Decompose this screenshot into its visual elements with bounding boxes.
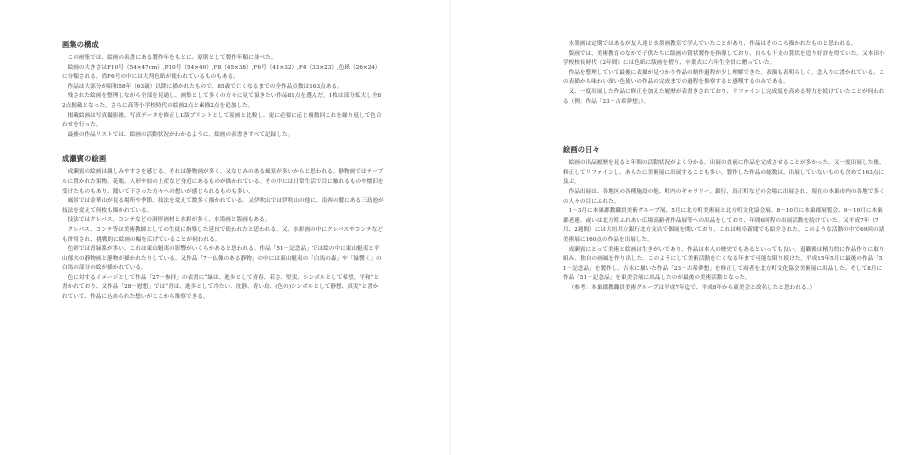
paragraph: 残された絵画を整理しながら全部を見通し、画集として多くの方々に見て頂きたい作品81点を選んだ。1枚は部分拡大し全82点掲載となった。さらに高等小学校時代の絵画2点と素描2点を追加した。 [62,93,382,109]
paragraph: 色に対するイメージとして作品「27－参拝」の表書に“緑は、進歩として青春、若さ、堅実、シンボルとして希望、平和”と書かれており、又作品「28－慰想」では“青は、進歩として冷たい、沈静、青い鳥、(色の)シンボルとして静想、真実”と書かれていて、作品に込められた想いがここから推察できる。 [62,274,380,301]
paragraph: 成瀬賓にとって美術と絵画は生きがいであり、作品は本人の歴史でもあるといっても良い。退職後は精力的に作品作りに取り組み、独自の画風を作り出した。このようにして美術活動を亡くなる年まで可能な限り続けた。平成15年5月に最後の作品「51－記念品」を製作し、吉永に描いた作品「23－古希夢想」を修正して両者を北方町文化協会美術展に出品した。そして8月に作品「51－記念品」を東美会展に出品したのが最後の美術活動となった。 [563,246,885,282]
paragraph: 作品は大部分が昭和58年（63歳）以降に描かれたもので、85歳で亡くなるまでの全作品点数は163点ある。 [67,83,343,90]
paragraph: 風景では金華山が見る場所や季節、技法を変えて数多く描かれている。又伊吹山では伊吹山の他に、南西の麓にある三島池が技法を変えて何枚も描かれている。 [62,198,384,214]
paragraph: 又、一度出展した作品に修正を加えた履歴が表書きされており、リファインし完成度を高める努力を続けていたことが伺われる（例：作品「23－古希夢想」）。 [563,88,885,105]
paragraph: 成瀬賓の絵画は親しみやすさを感じる。それは静物画が多く、又なじみのある風景が多いからと思われる。静物画ではテーブルに置かれた果物、花瓶、人形や皿の上産など身近にあるものが描かれている。その中には日常生活で目に触れるものや懐旧を受けたものもあり、聞いて下さった方々への想いが感じられるものも多い。 [62,169,384,195]
paragraph: 色彩では青緑系が多い。これは東山魁夷の影響がいくらかあると思われる。作品「51－記念品」では絵の中に東山魁夷と平山郁夫の静物画と静物が描かれたりしている。又作品「7－仏像のある静物」の中には東山魁夷の「白馬の森」や「緑響く」の白馬の部分の絵が描かれている。 [62,246,382,272]
paragraph: 絵画の大きさはF10号（54×47cm）,P10号（54×40）,F8（45×38）,F6号（41×32）,F4（33×23）,色紙（26×24）に分類される。尚F6号の中には大判色紙が使われているものもある。 [62,64,381,81]
right-text-column [563,40,885,293]
section-spacer [563,107,885,145]
paragraph: 技法ではクレパス、コンテなどの洞形画材と水彩が多く、水墨画と版画もある。 [67,217,271,224]
paragraph: クレパス、コンテ等は美術教師としての生徒に指導した延長で使われたと思われる。又、水彩画の中にクレパスやコンテなども併用され、挑戦的に絵画の幅を広げていることが伺われる。 [62,226,384,243]
paragraph: 1～3月に本巣郡教職員美術グループ展、5月に北方町美術展と北方町文化協会展、8～10月に本巣郡展覧会、9～10月に本巣郡老連、或いは北方町ふれあい広場高齢者作品展等への出品をしており、年間6回程の出展活動を続けていた。又平成7年（7月、2週間）には大垣共立銀行北方支店で個展を開いており、これは岐阜新聞でも紹介された。このような活動の中で69回の諸美術展に160点の作品を出展した。 [563,208,885,243]
paragraph: 作品出展は、各地区の各種施設の他、町内のギャラリー、銀行、真正町などの会場に出展され、現在の本巣市内の各地で多くの人々の目にふれた。 [563,188,885,205]
reference-note: （参考：本巣郡教職員美術グループは平成7年迄で、平成8年から東美会と改名したと思われる。） [568,284,816,291]
paragraph: 掲載絵画は写真撮影後、写真データを修正しL版プリントとして原画と比較し、更に必要に応じ複数回これを繰り返して色合わせを行った。 [62,112,382,129]
right-page [450,0,900,455]
paragraph: 作品を整理していて最後に表描が見つかり作品の制作過程が少し理解できた。表描も表明らしく、念入りに書かれている。この表描から味わい深い色使いの作品の完成までの過程を推察すると感嘆するのみである。 [563,69,885,86]
paragraph: この画集では、絵画の表書にある製作年をもとに、原則として製作年順に並べた。 [67,55,277,61]
paragraph: 水墨画は定期ではあるが友人達と水墨画教室で学んでいたことがあり、作品はそのころ描かれたものと思われる。 [568,41,857,47]
paragraph: 最後の作品リストでは、絵画の活動状況がわかるように、絵画の表書きすべて記録した。 [67,131,294,138]
section-title-naruse-paintings: 成瀬賓の絵画 [62,154,107,164]
left-text-column [62,40,384,303]
section-spacer [62,140,384,154]
paragraph: 版画では、美術教育のなかで子供たちに版画の賞状製作を指導しており、自らも干支の賞状を造り好評を得ていた。又本田小学校校長時代（2年間）には色紙に版画を摺り、卒業式に六年生全員に贈っていた。 [563,50,885,67]
section-title-painting-days: 絵画の日々 [563,145,600,155]
section-title-collection-structure: 画集の構成 [62,40,99,49]
paragraph: 絵画の出品履歴を見ると年間の活動状況がよく分かる。出展の直前に作品を完成させることが多かった。又一度出展した後、修正してリファインし、あらたに美術展に出展することも多い。製作した作品の総数は、出展していないものも含めて163点に及ぶ。 [563,160,885,186]
